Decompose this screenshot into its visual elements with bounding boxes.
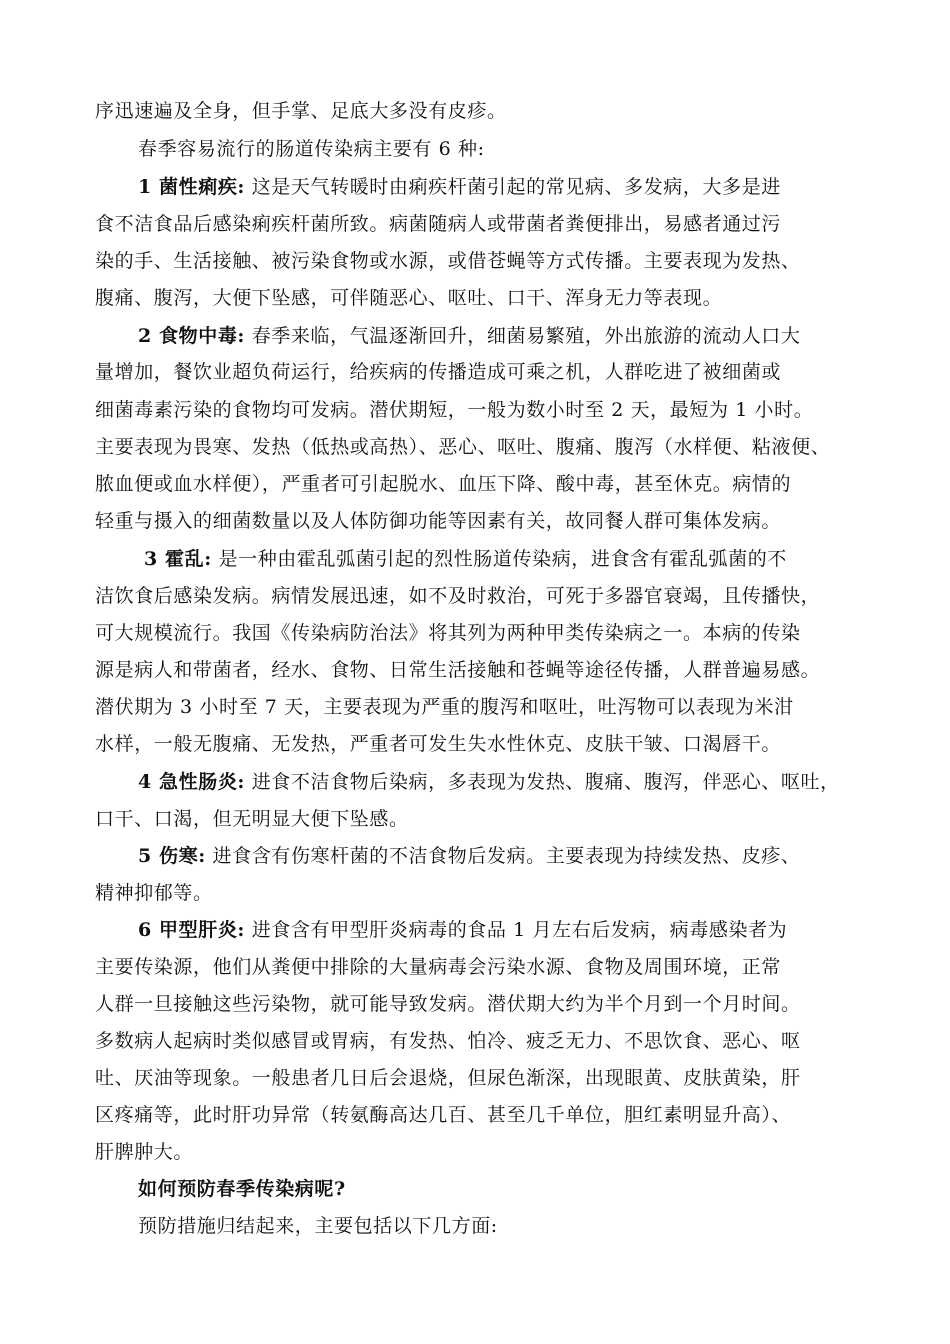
- section-2-first-line: [138, 323, 918, 349]
- section-1-first-line: [138, 174, 918, 200]
- paragraph-line: 主要传染源，他们从粪便中排除的大量病毒会污染水源、食物及周围环境，正常: [95, 956, 782, 978]
- question-heading-text: 如何预防春季传染病呢?: [138, 1178, 346, 1200]
- section-5-first-line: [138, 843, 918, 869]
- paragraph-line: 腹痛、腹泻，大便下坠感，可伴随恶心、呕吐、口干、浑身无力等表现。: [95, 287, 723, 309]
- paragraph-line: 人群一旦接触这些污染物，就可能导致发病。潜伏期大约为半个月到一个月时间。: [95, 993, 801, 1015]
- paragraph-line: 可大规模流行。我国《传染病防治法》将其列为两种甲类传染病之一。本病的传染: [95, 622, 801, 644]
- section-heading: 3 霍乱:: [144, 548, 212, 570]
- paragraph-line: 吐、厌油等现象。一般患者几日后会退烧，但尿色渐深，出现眼黄、皮肤黄染，肝: [95, 1067, 801, 1089]
- section-3-first-line: [144, 546, 924, 572]
- paragraph-line: 洁饮食后感染发病。病情发展迅速，如不及时救治，可死于多器官衰竭，且传播快，: [95, 585, 821, 607]
- paragraph-line: 多数病人起病时类似感冒或胃病，有发热、怕冷、疲乏无力、不思饮食、恶心、呕: [95, 1030, 801, 1052]
- paragraph-line: 精神抑郁等。: [95, 882, 213, 904]
- paragraph-text: 这是天气转暖时由痢疾杆菌引起的常见病、多发病，大多是进: [245, 176, 781, 198]
- section-heading: 6 甲型肝炎:: [138, 919, 246, 941]
- paragraph-line: 潜伏期为 3 小时至 7 天，主要表现为严重的腹泻和呕吐，吐泻物可以表现为米泔: [95, 696, 794, 718]
- paragraph-text: 春季来临，气温逐渐回升，细菌易繁殖，外出旅游的流动人口大: [245, 325, 801, 347]
- paragraph-line: 细菌毒素污染的食物均可发病。潜伏期短，一般为数小时至 2 天，最短为 1 小时。: [95, 399, 814, 421]
- section-heading: 1 菌性痢疾:: [138, 176, 246, 198]
- paragraph-line: 主要表现为畏寒、发热（低热或高热）、恶心、呕吐、腹痛、腹泻（水样便、粘液便、: [95, 436, 831, 458]
- section-4-first-line: [138, 769, 918, 795]
- paragraph-line: 脓血便或血水样便），严重者可引起脱水、血压下降、酸中毒，甚至休克。病情的: [95, 473, 792, 495]
- section-6-first-line: [138, 917, 918, 943]
- paragraph-line: 量增加，餐饮业超负荷运行，给疾病的传播造成可乘之机，人群吃进了被细菌或: [95, 361, 782, 383]
- paragraph-line: 序迅速遍及全身，但手掌、足底大多没有皮疹。: [95, 100, 507, 122]
- section-heading: 2 食物中毒:: [138, 325, 246, 347]
- paragraph-text: 进食含有伤寒杆菌的不洁食物后发病。主要表现为持续发热、皮疹、: [205, 845, 801, 867]
- section-heading: 5 伤寒:: [138, 845, 206, 867]
- paragraph-line: 区疼痛等，此时肝功异常（转氨酶高达几百、甚至几千单位，胆红素明显升高）、: [95, 1104, 792, 1126]
- paragraph-line: 肝脾肿大。: [95, 1141, 194, 1163]
- section-heading: 4 急性肠炎:: [138, 771, 246, 793]
- paragraph-line: 源是病人和带菌者，经水、食物、日常生活接触和苍蝇等途径传播，人群普遍易感。: [95, 659, 821, 681]
- paragraph-line: 春季容易流行的肠道传染病主要有 6 种:: [138, 138, 485, 160]
- paragraph-line: 口干、口渴，但无明显大便下坠感。: [95, 808, 409, 830]
- paragraph-text: 是一种由霍乱弧菌引起的烈性肠道传染病，进食含有霍乱弧菌的不: [211, 548, 787, 570]
- paragraph-line: 染的手、生活接触、被污染食物或水源，或借苍蝇等方式传播。主要表现为发热、: [95, 250, 801, 272]
- paragraph-text: 进食含有甲型肝炎病毒的食品 1 月左右后发病，病毒感染者为: [245, 919, 788, 941]
- paragraph-line: 水样，一般无腹痛、无发热，严重者可发生失水性休克、皮肤干皱、口渴唇干。: [95, 733, 782, 755]
- paragraph-line: 轻重与摄入的细菌数量以及人体防御功能等因素有关，故同餐人群可集体发病。: [95, 510, 782, 532]
- paragraph-line: 食不洁食品后感染痢疾杆菌所致。病菌随病人或带菌者粪便排出，易感者通过污: [95, 213, 782, 235]
- paragraph-text: 进食不洁食物后染病，多表现为发热、腹痛、腹泻，伴恶心、呕吐，: [245, 771, 840, 793]
- paragraph-line: 预防措施归结起来，主要包括以下几方面:: [138, 1215, 498, 1237]
- question-heading: [138, 1176, 918, 1202]
